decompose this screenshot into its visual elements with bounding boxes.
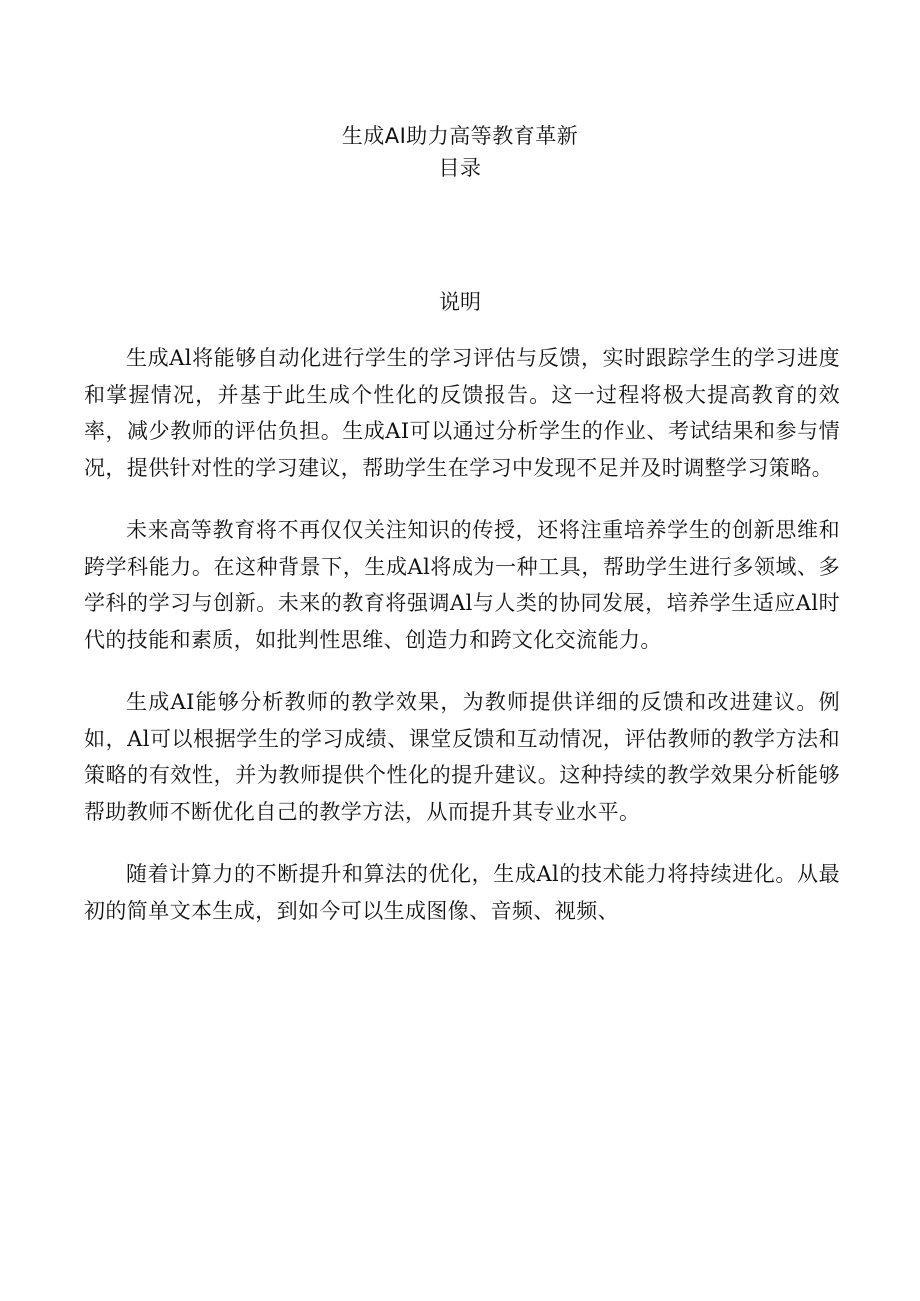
paragraph-1: 生成Al将能够自动化进行学生的学习评估与反馈，实时跟踪学生的学习进度和掌握情况，并基于此生成个性化的反馈报告。这一过程将极大提高教育的效率，减少教师的评估负担。生成AI可以通过分析学生的作业、考试结果和参与情况，提供针对性的学习建议，帮助学生在学习中发现不足并及时调整学习策略。	[84, 346, 840, 480]
paragraph-4: 随着计算力的不断提升和算法的优化，生成Al的技术能力将持续进化。从最初的简单文本生成，到如今可以生成图像、音频、视频、	[84, 862, 840, 923]
document-title: 生成AI助力高等教育革新	[341, 124, 579, 148]
title-block	[0, 120, 920, 184]
table-of-contents-heading: 目录	[438, 156, 482, 180]
body-text	[84, 340, 840, 955]
paragraph-2: 未来高等教育将不再仅仅关注知识的传授，还将注重培养学生的创新思维和跨学科能力。在这种背景下，生成Al将成为一种工具，帮助学生进行多领域、多学科的学习与创新。未来的教育将强调Al与人类的协同发展，培养学生适应Al时代的技能和素质，如批判性思维、创造力和跨文化交流能力。	[84, 518, 840, 652]
section-heading: 说明	[439, 290, 481, 314]
paragraph-3: 生成AI能够分析教师的教学效果，为教师提供详细的反馈和改进建议。例如，Al可以根据学生的学习成绩、课堂反馈和互动情况，评估教师的教学方法和策略的有效性，并为教师提供个性化的提升建议。这种持续的教学效果分析能够帮助教师不断优化自己的教学方法，从而提升其专业水平。	[84, 690, 840, 824]
